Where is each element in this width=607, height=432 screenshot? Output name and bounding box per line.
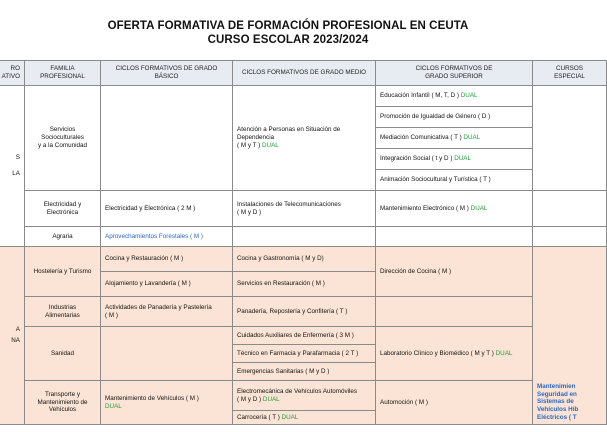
- superior-transporte: Automoción ( M ): [376, 381, 533, 425]
- especial-servicios: [533, 86, 607, 191]
- medio-cycle: Cocina y Gastronomía ( M y D): [233, 247, 376, 272]
- col-header-familia: FAMILIA PROFESIONAL: [25, 61, 101, 86]
- superior-industrias: [376, 297, 533, 327]
- superior-sanidad: Laboratorio Clínico y Biomédico ( M y T ) DUAL: [376, 327, 533, 381]
- familia-transporte: Transporte y Mantenimiento de Vehículos: [25, 381, 101, 425]
- basico-transporte: Mantenimiento de Vehículos ( M ) DUAL: [101, 381, 233, 425]
- superior-hosteleria: Dirección de Cocina ( M ): [376, 247, 533, 297]
- table-header-row: [0, 61, 607, 86]
- familia-agraria: Agraria: [25, 227, 101, 247]
- table-row: [0, 86, 607, 107]
- medio-agraria: [233, 227, 376, 247]
- medio-servicios: [233, 86, 376, 191]
- table-row: [0, 227, 607, 247]
- especial-course: Mantenimien Seguridad en Sistemas de Vehículos Híb Eléctricos ( T: [537, 382, 579, 422]
- familia-electricidad: Electricidad y Electrónica: [25, 191, 101, 227]
- table-row: [0, 327, 607, 345]
- familia-sanidad: Sanidad: [25, 327, 101, 381]
- medio-cycle: Emergencias Sanitarias ( M y D ): [233, 363, 376, 381]
- medio-cycle: Electromecánica de Vehículos Automóviles ( M y D ) DUAL: [233, 381, 376, 411]
- training-offer-table: [0, 60, 607, 425]
- document-subtitle: CURSO ESCOLAR 2023/2024: [207, 34, 369, 46]
- table-row: [0, 381, 607, 411]
- superior-electricidad: Mantenimiento Electrónico ( M ) DUAL: [376, 191, 533, 227]
- col-header-superior: CICLOS FORMATIVOS DE GRADO SUPERIOR: [376, 61, 533, 86]
- familia-servicios: Servicios Socioculturales y a la Comunidad: [25, 86, 101, 191]
- basico-servicios: [101, 86, 233, 191]
- basico-sanidad: [101, 327, 233, 381]
- basico-cycle: Cocina y Restauración ( M ): [101, 247, 233, 272]
- basico-cycle: Alojamiento y Lavandería ( M ): [101, 272, 233, 297]
- col-header-especial: CURSOS ESPECIAL: [533, 61, 607, 86]
- superior-cycle: Educación Infantil ( M, T, D ) DUAL: [376, 86, 533, 107]
- familia-hosteleria: Hostelería y Turismo: [25, 247, 101, 297]
- center-cell-1: [0, 86, 25, 247]
- basico-electricidad: Electricidad y Electrónica ( 2 M ): [101, 191, 233, 227]
- superior-cycle: Integración Social ( t y D ) DUAL: [376, 149, 533, 170]
- especial-agraria: [533, 227, 607, 247]
- superior-agraria: [376, 227, 533, 247]
- especial-column: [533, 247, 607, 425]
- especial-electricidad: [533, 191, 607, 227]
- superior-cycle: Animación Sociocultural y Turística ( T ): [376, 170, 533, 191]
- basico-agraria[interactable]: Aprovechamientos Forestales ( M ): [101, 227, 233, 247]
- medio-cycle: Cuidados Auxiliares de Enfermería ( 3 M ): [233, 327, 376, 345]
- superior-cycle: Mediación Comunicativa ( T ) DUAL: [376, 128, 533, 149]
- medio-electricidad: Instalaciones de Telecomunicaciones ( M y D ): [233, 191, 376, 227]
- table-row: [0, 247, 607, 272]
- cycle-name: Atención a Personas en Situación de Dependencia: [237, 126, 341, 142]
- medio-cycle: Técnico en Farmacia y Parafarmacia ( 2 T ): [233, 345, 376, 363]
- medio-cycle: Servicios en Restauración ( M ): [233, 272, 376, 297]
- col-header-center: RO ATIVO: [0, 61, 25, 86]
- familia-industrias: Industrias Alimentarias: [25, 297, 101, 327]
- medio-cycle: Carrocería ( T ) DUAL: [233, 411, 376, 425]
- medio-industrias: Panadería, Repostería y Confitería ( T ): [233, 297, 376, 327]
- left-fragment: NA: [11, 337, 20, 344]
- center-cell-2: [0, 247, 25, 425]
- left-fragment: A: [15, 326, 20, 334]
- col-header-basico: CICLOS FORMATIVOS DE GRADO BÁSICO: [101, 61, 233, 86]
- left-fragment: S: [15, 154, 20, 162]
- cycle-code: ( M y T ): [237, 141, 262, 149]
- table-row: [0, 191, 607, 227]
- left-fragment: LA: [12, 170, 20, 177]
- col-header-medio: CICLOS FORMATIVOS DE GRADO MEDIO: [233, 61, 376, 86]
- table-row: [0, 297, 607, 327]
- document-title: OFERTA FORMATIVA DE FORMACIÓN PROFESIONAL EN CEUTA: [107, 20, 469, 32]
- dual-badge: DUAL: [261, 141, 279, 149]
- basico-industrias: Actividades de Panadería y Pastelería ( M ): [101, 297, 233, 327]
- superior-cycle: Promoción de Igualdad de Género ( D ): [376, 107, 533, 128]
